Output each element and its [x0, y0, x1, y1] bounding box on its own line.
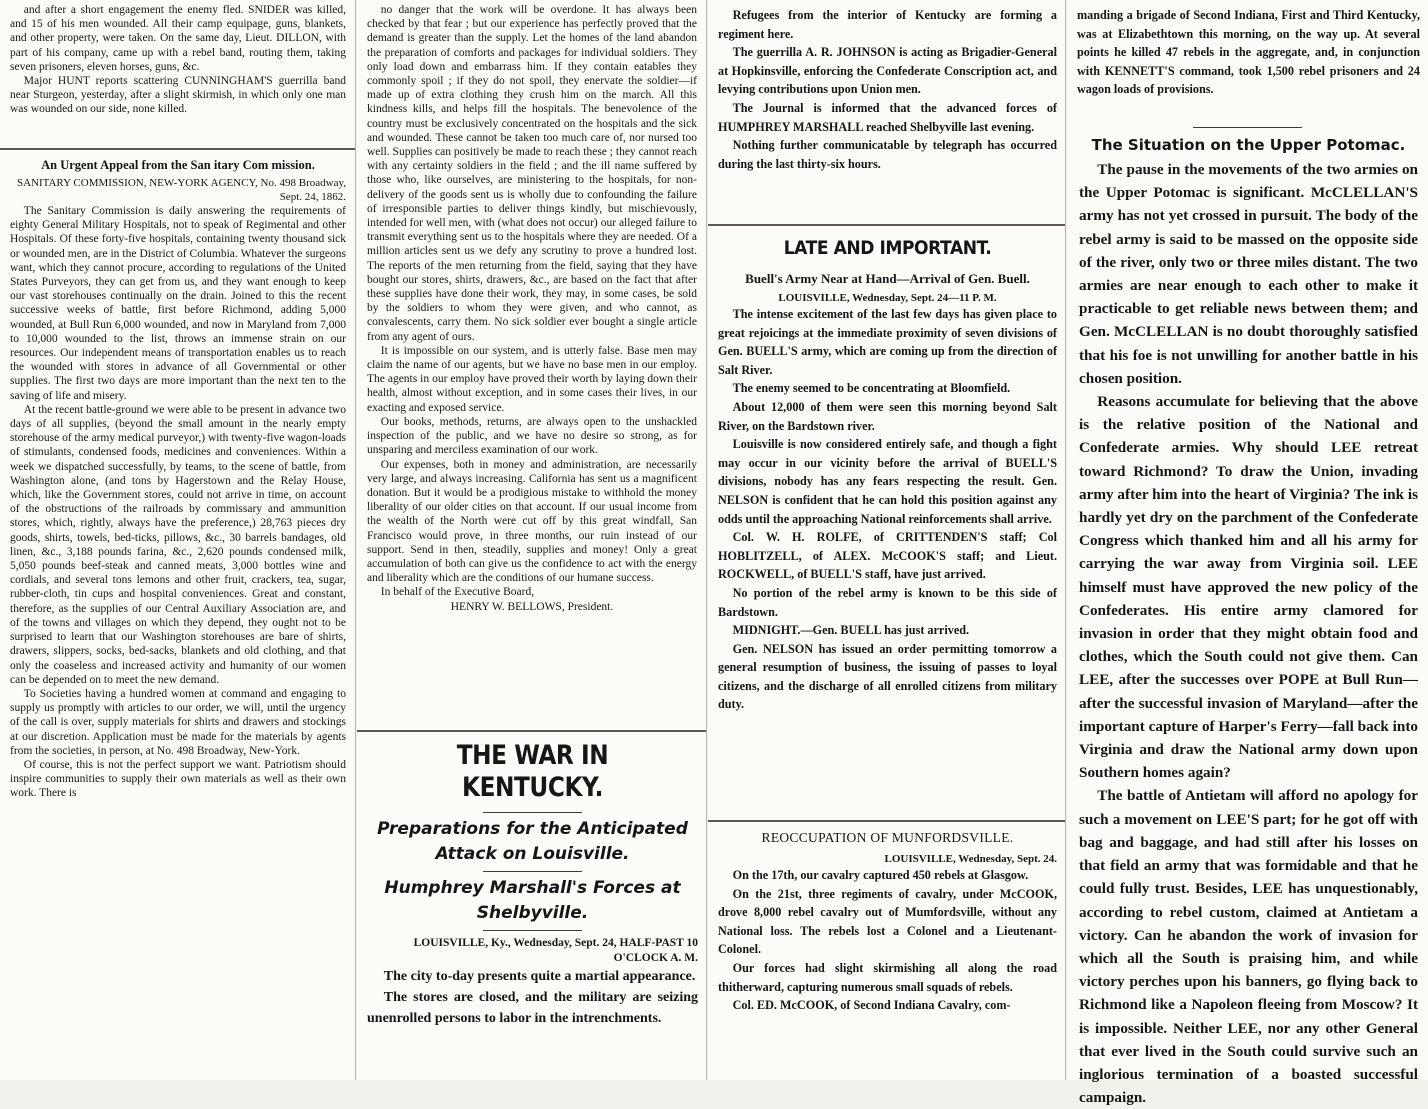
article-paragraph: MIDNIGHT.—Gen. BUELL has just arrived. [732, 623, 970, 638]
article-paragraph: About 12,000 of them were seen this morning beyond Salt River, on the Bardstown river. [718, 399, 1057, 433]
article-paragraph: Gen. NELSON has issued an order permitting tomorrow a general resumption of business, the issuing of passes to loyal citizens, and the discharge of all enrolled citizens from military duty. [718, 641, 1057, 712]
clipping-divider [708, 224, 1065, 226]
article-paragraph: The pause in the movements of the two armies on the Upper Potomac is significant. McCLELLAN'S army has not yet crossed in pursuit. The body of the rebel army is said to be massed on the opposite side of the river, only two or three miles distant. The two armies are near enough to each other to make it practicable to get reliable news between them; and Gen. McCLELLAN is no doubt thoroughly satisfied that his foe is not unwilling for another battle in his chosen position. [1079, 161, 1418, 387]
article-paragraph: no danger that the work will be overdone. It has always been checked by that fear ; but our experience has perfectly proved that the demand is greater than the supply. Let the homes of the land abandon the preparation of comforts and packages for individual soldiers. They only load down and embarrass him. If they contain eatables they commonly spoil ; if they do not spoil, they enervate the soldier—if made up of extra clothing they crush him on the march. All this kindness kills, and helps fill the hospitals. The benevolence of the country must be exclusively concentrated on the hospitals and the sick and wounded. These cannot be taken too much care of, nor nursed too well. Supplies can positively be made to reach these ; they cannot reach with any certainty soldiers in the field ; and the ill name suffered by those who, like ourselves, are ministering to the hospitals, for non-delivery of the goods sent us is wholly due to confounding the failure of irresponsible parties to deliver things kindly, but mischievously, intended for well men, with (what does not occur) our alleged failure to transmit everything sent us to the hospitals where they are needed. Of a million articles sent us we defy any scrutiny to prove a hundred lost. The reports of the men returning from the field, saying that they have bought our stores, shirts, drawers, &c., are based on the fact that after these supplies have done their work, they may, in some cases, be sold by the soldiers to whom they were given, and who cannot, as convalescents, carry them. No sick soldier ever bought a single article from any agent of ours. [367, 4, 697, 343]
column-3 [708, 0, 1066, 1080]
war-in-kentucky-clip [357, 734, 706, 1080]
article-paragraph: The Sanitary Commission is daily answering the requirements of eighty General Military Hospitals, not to speak of Regimental and other Hospitals. Of these forty-five hospitals, containing twenty thousand sick or wounded men, are in the District of Columbia. Whatever the surgeons want, which they cannot procure, according to regulations of the United States Purveyors, they can get from us, and they want enough to keep our vast storehouses continually on the drain. Joined to this the recent successive weeks of battle, first before Richmond, adding 5,000 wounded, at Bull Run 6,000 wounded, and now in Maryland from 7,000 to 10,000 wounded to the list, throws an immense strain on our resources. Our independent means of transportation enables us to reach the wounded with stores in advance of all Governmental or other supplies. The first two days are more important than the next ten to the saving of life and misery. [10, 205, 346, 402]
guerrilla-report-clip [0, 0, 355, 146]
headline-rule [1193, 127, 1301, 128]
article-dateline: LOUISVILLE, Wednesday, Sept. 24—11 P. M. [778, 292, 997, 304]
article-paragraph: The stores are closed, and the military are seizing unenrolled persons to labor in the intrenchments. [367, 990, 698, 1026]
article-paragraph: Col. W. H. ROLFE, of CRITTENDEN'S staff; Col HOBLITZELL, of ALEX. McCOOK'S staff; and Lieut. ROCKWELL, of BUELL'S staff, have just arrived. [718, 530, 1057, 582]
column-4 [1067, 0, 1428, 1107]
article-dateline: SANITARY COMMISSION, NEW-YORK AGENCY, No. 498 Broadway, Sept. 24, 1862. [16, 177, 346, 203]
article-paragraph: Our forces had slight skirmishing all along the road thitherward, capturing numerous small squads of rebels. [718, 960, 1057, 994]
column-1 [0, 0, 356, 1080]
article-paragraph: Reasons accumulate for believing that the above is the relative position of the National and Confederate armies. Why should LEE retreat toward Richmond? To draw the Union, invading army after him into the heart of Virginia? The ink is hardly yet dry on the parchment of the Confederate Congress which thanked him and all his army for carrying the war away from Virginia soil. LEE himself must have approved the new policy of the Confederates. His entire army clamored for invasion in order that they might obtain food and clothes, which the South could not give them. Can LEE, after the successes over POPE at Bull Run—after the successful invasion of Maryland—after the important capture of Harper's Ferry—fall back into Virginia and draw the National army down upon Southern homes again? [1079, 393, 1418, 782]
article-paragraph: Our expenses, both in money and administration, are necessarily very large, and always increasing. California has sent us a magnificent donation. But it would be a prodigious mistake to withhold the money liberality of our older cities on that account. If our usual income from the wealth of the North were cut off by this great windfall, San Francisco would prove, in three months, our ruin instead of our support. Send in then, steadily, supplies and money! Only a great accumulation of both can give us the confidence to act with the energy and liberality which are the conditions of our humane success. [367, 458, 697, 585]
article-paragraph: manding a brigade of Second Indiana, First and Third Kentucky, was at Elizabethtown this morning, on the way up. At several points he killed 47 rebels in the aggregate, and, in conjunction with KENNETT'S command, took 1,500 rebel prisoners and 24 wagon loads of provisions. [1077, 8, 1420, 97]
article-paragraph: The intense excitement of the last few days has given place to great rejoicings at the immediate proximity of seven divisions of Gen. BUELL'S army, which are coming up from the direction of Salt River. [718, 307, 1057, 377]
article-paragraph: On the 17th, our cavalry captured 450 rebels at Glasgow. [732, 868, 1029, 882]
headline-deck: Buell's Army Near at Hand—Arrival of Gen. Buell. [745, 271, 1030, 286]
article-paragraph: At the recent battle-ground we were able to be present in advance two days of all supplies, (beyond the small amount in the nearly empty storehouse of the army medical purveyor,) with twenty-five wagon-loads of stimulants, condensed foods, medicines and conveniences. Within a week we dispatched successfully, by teams, to the scene of battle, from Washington alone, (and tons by Hagerstown and the Relay House, which, like the Government stores, could not arrive in time, on account of the obstructions of the railroads by commissary and ammunition stores, which, rightly, always have the preference,) 28,763 pieces dry goods, shirts, towels, bed-ticks, pillows, &c., 30 barrels bandages, old linen, &c., 3,188 pounds farina, &c., 2,620 pounds condensed milk, 5,050 pounds beef-steak and canned meats, 3,000 bottles wine and cordials, and several tons lemons and other fruit, crackers, tea, sugar, rubber-cloth, tin cups and hospital conveniences. Great and constant, therefore, as the supplies of our Central Auxiliary Association are, and of the towns and villages on which they depend, they ought not to be surprised to learn that our Washington storehouses are bare of shirts, drawers, slippers, socks, bed-sacks, blankets and old clothing, and that only the coaseless and increased activity and humanity of our women can be depended on to meet the new demand. [10, 403, 346, 686]
column-2 [357, 0, 707, 1080]
article-paragraph: The guerrilla A. R. JOHNSON is acting as Brigadier-General at Hopkinsville, enforcing the Confederate Conscription act, and levying contributions upon Union men. [718, 45, 1057, 97]
headline-deck: Preparations for the Anticipated Attack on Louisville. [377, 819, 688, 864]
article-paragraph: Of course, this is not the perfect support we want. Patriotism should inspire communities to supply their own materials as well as their own work. There is [10, 758, 346, 800]
headline-deck: Humphrey Marshall's Forces at Shelbyville. [384, 878, 681, 923]
clipping-divider [357, 730, 706, 732]
article-paragraph: Our books, methods, returns, are always open to the unshackled inspection of the public, and we have no desire so strong, as for unsparing and merciless examination of our work. [367, 415, 697, 457]
article-paragraph: The city to-day presents quite a martial appearance. [383, 969, 696, 984]
section-headline: LATE AND IMPORTANT. [783, 237, 992, 259]
article-paragraph: Major HUNT reports scattering CUNNINGHAM'S guerrilla band near Sturgeon, yesterday, after a slight skirmish, in which only one man was wounded on our side, none killed. [10, 75, 346, 116]
page-headline: THE WAR IN KENTUCKY. [456, 740, 609, 803]
article-paragraph: The Journal is informed that the advanced forces of HUMPHREY MARSHALL reached Shelbyville last evening. [718, 100, 1057, 134]
article-paragraph: Nothing further communicatable by telegraph has occurred during the last thirty-six hours. [718, 138, 1057, 171]
kentucky-news-clip [708, 0, 1065, 222]
sanitary-appeal-continued-clip [357, 0, 706, 728]
article-paragraph: The battle of Antietam will afford no apology for such a movement on LEE'S part; for he got off with bag and baggage, and had still after his losses on that field an army that was formidable and that he could fully trust. Besides, LEE has unquestionably, according to rebel custom, claimed at Antietam a victory. Can he abandon the work of invasion for which all the South is praising him, and while victory perches upon his banners, go flying back to Richmond like a Napoleon fleeing from Moscow? It is impossible. Neither LEE, nor any other General that ever lived in the South could survive such an inglorious termination of a boasted successful campaign. [1079, 787, 1418, 1107]
article-paragraph: No portion of the rebel army is known to be this side of Bardstown. [718, 585, 1057, 619]
article-dateline: LOUISVILLE, Ky., Wednesday, Sept. 24, HALF-PAST 10 O'CLOCK A. M. [413, 937, 698, 964]
mccook-report-clip [1067, 0, 1428, 118]
executive-board-line: In behalf of the Executive Board, [380, 586, 535, 599]
article-paragraph: To Societies having a hundred women at command and engaging to supply us promptly with articles to our order, we will, until the urgency of the call is over, supply materials for shirts and drawers and stockings at our discretion. Application must be made for the materials by agents from the societies, in person, at No. 498 Broadway, New-York. [10, 687, 346, 757]
upper-potomac-clip [1067, 130, 1428, 1107]
headline-rule [483, 871, 582, 872]
article-paragraph: Refugees from the interior of Kentucky are forming a regiment here. [718, 8, 1057, 41]
clipping-divider [708, 820, 1065, 822]
late-and-important-clip [708, 228, 1065, 818]
section-headline: The Situation on the Upper Potomac. [1091, 136, 1406, 154]
signature: HENRY W. BELLOWS, President. [450, 600, 614, 613]
headline-rule [483, 812, 582, 813]
article-paragraph: Louisville is now considered entirely safe, and though a fight may occur in our vicinity before the arrival of BUELL'S divisions, nobody has any fears respecting the result. Gen. NELSON is confident that he can hold this position against any odds until the approaching National reinforcements shall arrive. [718, 437, 1057, 526]
article-paragraph: Col. ED. McCOOK, of Second Indiana Cavalry, com- [732, 998, 1011, 1013]
munfordsville-clip [708, 824, 1065, 1080]
article-paragraph: The enemy seemed to be concentrating at Bloomfield. [732, 381, 1011, 396]
article-paragraph: It is impossible on our system, and is utterly false. Base men may claim the name of our agents, but we have no base men in our employ. The agents in our employ have proved their worth by laying down their health, almost without exception, and in some cases their lives, in our exacting and exposed service. [367, 344, 697, 414]
article-headline: An Urgent Appeal from the San itary Com mission. [41, 158, 315, 172]
section-headline: REOCCUPATION OF MUNFORDSVILLE. [761, 830, 1014, 845]
article-paragraph: and after a short engagement the enemy fled. SNIDER was killed, and 15 of his men wounded. All their camp equipage, guns, blankets, and other property, were taken. On the same day, Lieut. DILLON, with part of his company, came up with a rebel band, routing them, taking seven prisoners, eleven horses, guns, &c. [10, 4, 346, 73]
article-dateline: LOUISVILLE, Wednesday, Sept. 24. [884, 853, 1057, 865]
sanitary-appeal-clip [0, 150, 355, 1080]
article-paragraph: On the 21st, three regiments of cavalry, under McCOOK, drove 8,000 rebel cavalry out of Mumfordsville, without any National loss. The rebels lost a Colonel and a Lieutenant-Colonel. [718, 886, 1057, 957]
headline-rule [483, 930, 582, 931]
